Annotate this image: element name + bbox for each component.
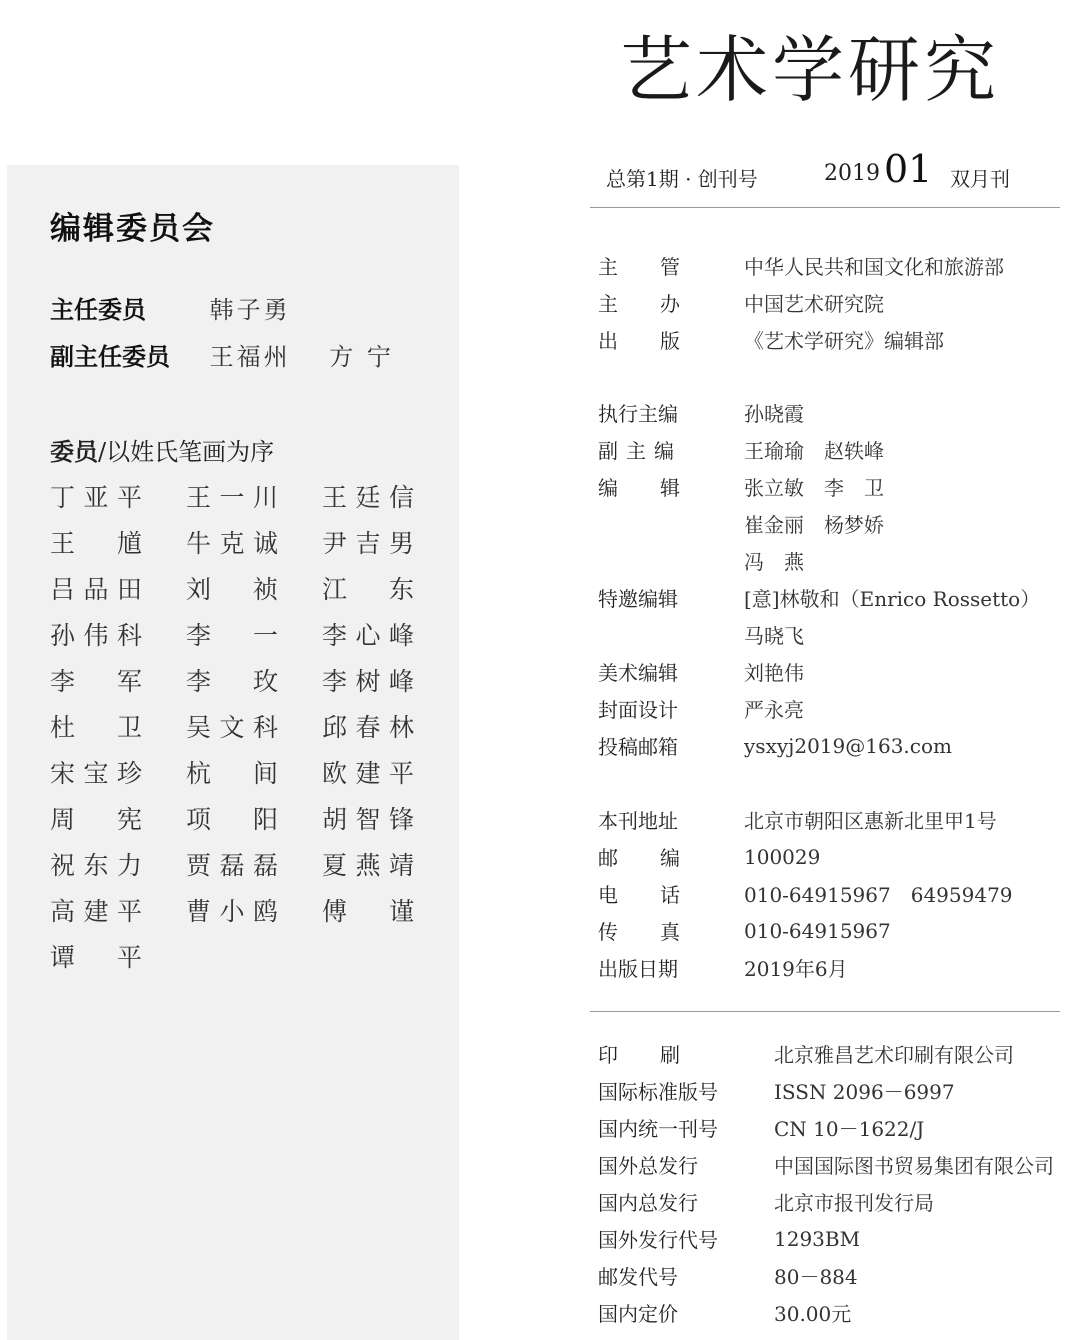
editorial-board-panel bbox=[7, 165, 459, 1340]
contact-info bbox=[598, 801, 1060, 986]
member-name: 杜 卫 bbox=[50, 713, 142, 742]
divider bbox=[590, 1011, 1060, 1012]
info-label: 封面设计 bbox=[598, 698, 678, 722]
board-title: 编辑委员会 bbox=[50, 211, 215, 247]
info-value: 中华人民共和国文化和旅游部 bbox=[744, 255, 1004, 279]
issue-number: 01 bbox=[884, 147, 933, 191]
info-value: 冯 燕 bbox=[744, 550, 804, 574]
info-label: 本刊地址 bbox=[598, 809, 678, 833]
director-row bbox=[50, 290, 319, 325]
info-row bbox=[598, 1146, 1060, 1183]
info-label: 美术编辑 bbox=[598, 661, 678, 685]
member-name: 李 军 bbox=[50, 667, 142, 696]
info-label: 出版日期 bbox=[598, 957, 678, 981]
info-value: 北京市朝阳区惠新北里甲1号 bbox=[744, 809, 997, 833]
member-name: 江 东 bbox=[322, 575, 414, 604]
info-row bbox=[598, 912, 1060, 949]
member-name: 夏 燕 靖 bbox=[322, 851, 414, 880]
info-value: 中国国际图书贸易集团有限公司 bbox=[774, 1154, 1054, 1178]
editors-info bbox=[598, 394, 1060, 764]
info-row bbox=[598, 579, 1060, 616]
info-value: 1293BM bbox=[774, 1226, 861, 1251]
info-label: 邮发代号 bbox=[598, 1265, 678, 1289]
member-name: 王 廷 信 bbox=[322, 483, 414, 512]
issue-series: 总第1期 · 创刊号 bbox=[606, 167, 758, 191]
info-row bbox=[598, 431, 1060, 468]
info-label: 传真 bbox=[598, 920, 722, 944]
member-name: 高 建 平 bbox=[50, 897, 142, 926]
info-row bbox=[598, 1257, 1060, 1294]
info-value: 80－884 bbox=[774, 1265, 858, 1289]
info-label: 国内统一刊号 bbox=[598, 1117, 718, 1141]
info-label: 特邀编辑 bbox=[598, 587, 678, 611]
member-name: 吴 文 科 bbox=[186, 713, 278, 742]
deputy-name: 王福州 bbox=[209, 343, 291, 371]
info-row bbox=[598, 1220, 1060, 1257]
member-name: 欧 建 平 bbox=[322, 759, 414, 788]
member-name: 曹 小 鸥 bbox=[186, 897, 278, 926]
info-label: 编辑 bbox=[598, 476, 722, 500]
info-row bbox=[598, 1072, 1060, 1109]
info-row bbox=[598, 542, 1060, 579]
info-value: 中国艺术研究院 bbox=[744, 292, 884, 316]
info-row bbox=[598, 394, 1060, 431]
members-heading bbox=[50, 432, 274, 467]
publisher-info bbox=[598, 247, 1060, 358]
info-label: 国内总发行 bbox=[598, 1191, 698, 1215]
info-value: [意]林敬和（Enrico Rossetto） bbox=[744, 587, 1041, 611]
members-heading-note: /以姓氏笔画为序 bbox=[98, 438, 275, 466]
member-name: 祝 东 力 bbox=[50, 851, 142, 880]
info-row bbox=[598, 616, 1060, 653]
info-label: 国际标准版号 bbox=[598, 1080, 718, 1104]
info-value: 2019年6月 bbox=[744, 957, 848, 981]
issue-year: 2019 bbox=[824, 161, 880, 186]
member-name: 周 宪 bbox=[50, 805, 142, 834]
member-name: 胡 智 锋 bbox=[322, 805, 414, 834]
member-name: 谭 平 bbox=[50, 943, 142, 972]
info-value: 孙晓霞 bbox=[744, 402, 804, 426]
info-label: 副主编 bbox=[598, 439, 682, 463]
info-label: 出版 bbox=[598, 329, 722, 353]
member-name: 尹 吉 男 bbox=[322, 529, 414, 558]
info-row bbox=[598, 505, 1060, 542]
info-label: 电话 bbox=[598, 883, 722, 907]
info-label: 邮编 bbox=[598, 846, 722, 870]
info-row bbox=[598, 1109, 1060, 1146]
info-value: 严永亮 bbox=[744, 698, 804, 722]
info-row bbox=[598, 838, 1060, 875]
info-row bbox=[598, 1035, 1060, 1072]
member-name: 贾 磊 磊 bbox=[186, 851, 278, 880]
member-name: 李 玫 bbox=[186, 667, 278, 696]
member-name: 邱 春 林 bbox=[322, 713, 414, 742]
member-name: 王 一 川 bbox=[186, 483, 278, 512]
member-name: 傅 谨 bbox=[322, 897, 414, 926]
members-heading-label: 委员 bbox=[50, 437, 98, 466]
info-value: 《艺术学研究》编辑部 bbox=[744, 329, 944, 353]
info-value: 王瑜瑜 赵轶峰 bbox=[744, 439, 884, 463]
publishing-info bbox=[598, 1035, 1060, 1331]
member-name: 吕 品 田 bbox=[50, 575, 142, 604]
member-name: 宋 宝 珍 bbox=[50, 759, 142, 788]
info-value: ysxyj2019@163.com bbox=[744, 733, 952, 758]
info-value: 马晓飞 bbox=[744, 624, 804, 648]
info-row bbox=[598, 949, 1060, 986]
member-name: 丁 亚 平 bbox=[50, 483, 142, 512]
info-value: 100029 bbox=[744, 844, 821, 869]
deputy-role: 副主任委员 bbox=[50, 342, 170, 371]
member-name: 牛 克 诚 bbox=[186, 529, 278, 558]
info-value: 北京雅昌艺术印刷有限公司 bbox=[774, 1043, 1014, 1067]
director-role: 主任委员 bbox=[50, 295, 146, 324]
info-value: 010-64915967 bbox=[744, 918, 891, 943]
info-row bbox=[598, 801, 1060, 838]
info-value: CN 10－1622/J bbox=[774, 1117, 925, 1141]
member-name: 孙 伟 科 bbox=[50, 621, 142, 650]
info-value: 崔金丽 杨梦娇 bbox=[744, 513, 884, 537]
info-label: 印刷 bbox=[598, 1043, 722, 1067]
info-row bbox=[598, 690, 1060, 727]
director-name: 韩子勇 bbox=[209, 296, 291, 324]
info-label: 国外发行代号 bbox=[598, 1228, 718, 1252]
info-row bbox=[598, 247, 1060, 284]
member-list bbox=[50, 483, 430, 973]
info-row bbox=[598, 1294, 1060, 1331]
member-name: 李 树 峰 bbox=[322, 667, 414, 696]
info-row bbox=[598, 727, 1060, 764]
info-value: ISSN 2096－6997 bbox=[774, 1080, 955, 1104]
info-value: 010-64915967 64959479 bbox=[744, 883, 1013, 907]
info-label: 国外总发行 bbox=[598, 1154, 698, 1178]
info-label: 执行主编 bbox=[598, 402, 678, 426]
info-label: 投稿邮箱 bbox=[598, 735, 678, 759]
member-name: 李 一 bbox=[186, 621, 278, 650]
member-name: 王 馗 bbox=[50, 529, 142, 558]
info-label: 主办 bbox=[598, 292, 722, 316]
issue-frequency: 双月刊 bbox=[950, 167, 1010, 191]
info-row bbox=[598, 653, 1060, 690]
info-row bbox=[598, 468, 1060, 505]
info-row bbox=[598, 321, 1060, 358]
info-row bbox=[598, 875, 1060, 912]
info-value: 张立敏 李 卫 bbox=[744, 476, 884, 500]
member-name: 李 心 峰 bbox=[322, 621, 414, 650]
info-row bbox=[598, 284, 1060, 321]
deputy-name: 方 宁 bbox=[329, 343, 394, 371]
member-name: 项 阳 bbox=[186, 805, 278, 834]
info-label: 国内定价 bbox=[598, 1302, 678, 1326]
journal-title: 艺术学研究 bbox=[619, 28, 1000, 112]
info-value: 30.00元 bbox=[774, 1302, 852, 1326]
info-label: 主管 bbox=[598, 255, 722, 279]
member-name: 刘 祯 bbox=[186, 575, 278, 604]
info-value: 北京市报刊发行局 bbox=[774, 1191, 934, 1215]
issue-bar bbox=[590, 147, 1060, 208]
deputy-row bbox=[50, 337, 422, 372]
info-value: 刘艳伟 bbox=[744, 661, 804, 685]
member-name: 杭 间 bbox=[186, 759, 278, 788]
info-row bbox=[598, 1183, 1060, 1220]
